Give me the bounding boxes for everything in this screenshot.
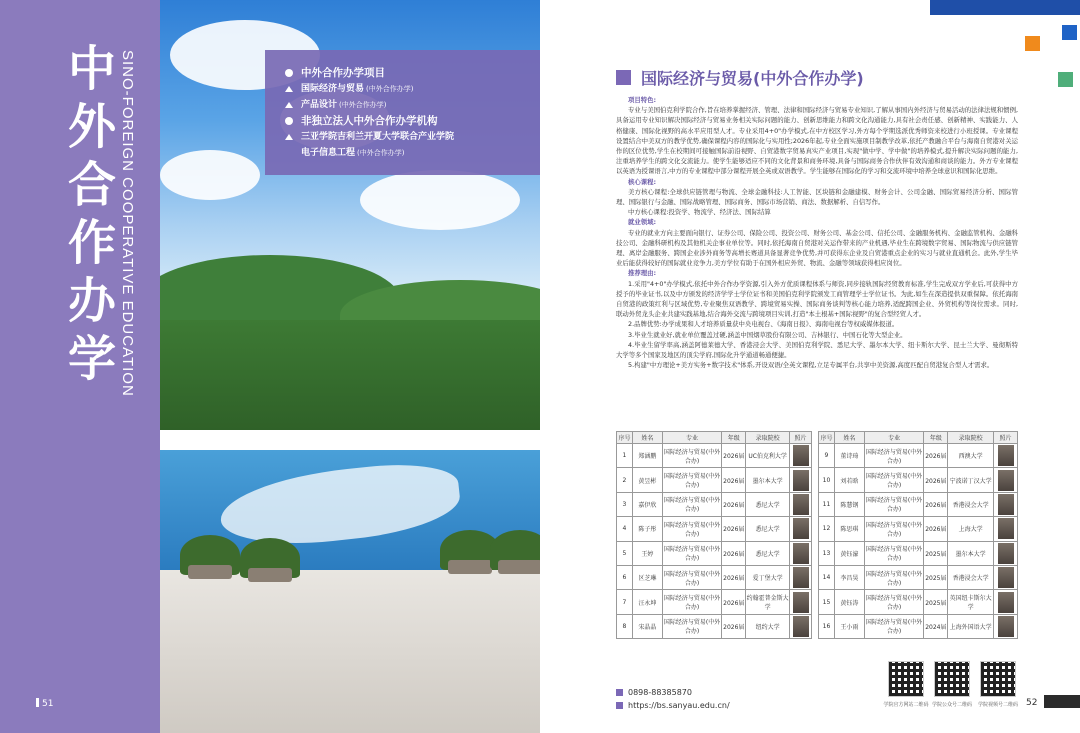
student-photo bbox=[793, 592, 809, 613]
cell-school: 爱丁堡大学 bbox=[746, 565, 790, 589]
program-subitem bbox=[285, 81, 526, 97]
qr-label: 学院公众号二维码 bbox=[931, 702, 972, 708]
heading-features: 项目特色: bbox=[628, 96, 657, 104]
student-photo bbox=[998, 616, 1014, 637]
top-blue-bar bbox=[930, 0, 1080, 15]
website-link[interactable]: https://bs.sanyau.edu.cn/ bbox=[628, 701, 730, 710]
cell-major: 国际经济与贸易(中外合办) bbox=[662, 517, 722, 541]
cell-school: 香港浸会大学 bbox=[948, 492, 994, 516]
student-photo bbox=[793, 616, 809, 637]
cell-major: 国际经济与贸易(中外合办) bbox=[864, 541, 924, 565]
section-title-text: 国际经济与贸易(中外合作办学) bbox=[641, 69, 864, 88]
title-char: 中 bbox=[67, 41, 116, 97]
col-header: 专业 bbox=[662, 432, 722, 444]
col-header: 照片 bbox=[790, 432, 812, 444]
cell-name: 黄昱彬 bbox=[632, 468, 662, 492]
student-photo bbox=[998, 567, 1014, 588]
heading-reasons: 推荐理由: bbox=[628, 269, 657, 278]
section-title bbox=[616, 66, 864, 89]
cell-major: 国际经济与贸易(中外合办) bbox=[864, 614, 924, 638]
student-photo bbox=[998, 543, 1014, 564]
cell-major: 国际经济与贸易(中外合办) bbox=[662, 468, 722, 492]
reason-item: 5.构建"中方理论+美方实务+数字技术"体系,开设双语/全英文课程,立足专属平台,共享中美资源,高度匹配自贸港复合型人才需求。 bbox=[628, 361, 994, 370]
website-line[interactable] bbox=[616, 699, 730, 712]
cell-grade: 2026届 bbox=[924, 492, 948, 516]
photo-flowerpot bbox=[240, 538, 300, 578]
table-row bbox=[819, 565, 1018, 589]
cell-photo bbox=[994, 590, 1018, 614]
cell-photo bbox=[790, 517, 812, 541]
cell-name: 李昌昊 bbox=[834, 565, 864, 589]
cell-school: 西澳大学 bbox=[948, 444, 994, 468]
student-photo bbox=[998, 470, 1014, 491]
title-char: 合 bbox=[67, 157, 116, 213]
phone-marker-icon bbox=[616, 689, 623, 696]
program-list-box bbox=[265, 50, 540, 175]
page-number-right: 52 bbox=[1026, 698, 1038, 708]
cell-no: 15 bbox=[819, 590, 835, 614]
cell-school: 墨尔本大学 bbox=[948, 541, 994, 565]
heading-career: 就业领域: bbox=[628, 218, 657, 227]
cell-no: 9 bbox=[819, 444, 835, 468]
qr-label: 学院视频号二维码 bbox=[977, 702, 1018, 708]
program-subitem bbox=[285, 129, 526, 145]
student-photo bbox=[793, 494, 809, 515]
cell-school: 约翰霍普金斯大学 bbox=[746, 590, 790, 614]
cell-grade: 2026届 bbox=[924, 517, 948, 541]
student-photo bbox=[793, 445, 809, 466]
photo-trees bbox=[160, 320, 540, 430]
cell-name: 陈慧钢 bbox=[834, 492, 864, 516]
page-mark bbox=[36, 698, 39, 707]
cell-major: 国际经济与贸易(中外合办) bbox=[662, 614, 722, 638]
cell-grade: 2026届 bbox=[722, 541, 746, 565]
cell-name: 王小雨 bbox=[834, 614, 864, 638]
student-photo bbox=[793, 470, 809, 491]
col-header: 录取院校 bbox=[948, 432, 994, 444]
table-row bbox=[819, 492, 1018, 516]
cell-school: 上海外国语大学 bbox=[948, 614, 994, 638]
title-block-icon bbox=[616, 70, 631, 85]
table-row bbox=[617, 444, 812, 468]
cell-photo bbox=[790, 444, 812, 468]
table-row bbox=[819, 590, 1018, 614]
title-char: 学 bbox=[67, 331, 116, 387]
cell-school: 悉尼大学 bbox=[746, 492, 790, 516]
cell-no: 2 bbox=[617, 468, 633, 492]
cell-name: 王婷 bbox=[632, 541, 662, 565]
cell-photo bbox=[994, 492, 1018, 516]
program-subitem-label: 产品设计 bbox=[301, 100, 338, 110]
phone-number: 0898-88385870 bbox=[628, 688, 692, 697]
cell-no: 16 bbox=[819, 614, 835, 638]
cell-photo bbox=[790, 492, 812, 516]
cell-name: 郑涵鹏 bbox=[632, 444, 662, 468]
cell-name: 黄钰濠 bbox=[834, 541, 864, 565]
table-row bbox=[617, 565, 812, 589]
cell-photo bbox=[994, 444, 1018, 468]
qr-code-video-account bbox=[980, 661, 1016, 697]
program-item-label: 非独立法人中外合作办学机构 bbox=[301, 115, 438, 127]
student-photo bbox=[793, 543, 809, 564]
cell-no: 6 bbox=[617, 565, 633, 589]
cell-name: 黄钰涛 bbox=[834, 590, 864, 614]
cell-no: 7 bbox=[617, 590, 633, 614]
program-subitem-label: 国际经济与贸易 bbox=[301, 84, 365, 94]
cell-no: 13 bbox=[819, 541, 835, 565]
qr-label: 学院官方网站二维码 bbox=[883, 702, 929, 708]
cell-grade: 2024届 bbox=[924, 614, 948, 638]
phone-line bbox=[616, 686, 730, 699]
cell-grade: 2026届 bbox=[722, 468, 746, 492]
bullet-triangle bbox=[285, 86, 293, 92]
cell-grade: 2026届 bbox=[722, 444, 746, 468]
table-row bbox=[819, 517, 1018, 541]
cell-school: 悉尼大学 bbox=[746, 541, 790, 565]
cell-name: 陈子彤 bbox=[632, 517, 662, 541]
cell-major: 国际经济与贸易(中外合办) bbox=[864, 444, 924, 468]
reason-item: 4.毕业生留学率高,涵盖阿德莱德大学、香港浸会大学、美国伯克利学院、悉尼大学、墨尔本大学、纽卡斯尔大学、昆士兰大学、曼彻斯特大学等多个国家及地区的顶尖学府,国际化升学通道畅通便捷。 bbox=[616, 340, 1018, 360]
reason-item: 2.品牌优势:办学成果和人才培养质量获中央电视台、《海南日报》、海南电视台等权威媒体报道。 bbox=[628, 320, 899, 329]
cell-major: 国际经济与贸易(中外合办) bbox=[864, 468, 924, 492]
col-header: 序号 bbox=[819, 432, 835, 444]
cell-grade: 2025届 bbox=[924, 590, 948, 614]
admission-table-right bbox=[818, 431, 1018, 639]
cell-photo bbox=[790, 614, 812, 638]
cell-major: 国际经济与贸易(中外合办) bbox=[662, 565, 722, 589]
core-courses-cn: 中方核心课程:投资学、物流学、经济法、国际结算 bbox=[628, 208, 771, 217]
cell-photo bbox=[790, 541, 812, 565]
cell-no: 11 bbox=[819, 492, 835, 516]
cell-no: 10 bbox=[819, 468, 835, 492]
heading-core-courses: 核心课程: bbox=[628, 177, 657, 186]
col-header: 姓名 bbox=[632, 432, 662, 444]
cell-name: 宋晶晶 bbox=[632, 614, 662, 638]
cell-major: 国际经济与贸易(中外合办) bbox=[864, 590, 924, 614]
col-header: 录取院校 bbox=[746, 432, 790, 444]
cell-no: 1 bbox=[617, 444, 633, 468]
cell-major: 国际经济与贸易(中外合办) bbox=[662, 590, 722, 614]
photo-cloud bbox=[160, 150, 260, 200]
cell-grade: 2026届 bbox=[722, 565, 746, 589]
cell-school: 宁波诺丁汉大学 bbox=[948, 468, 994, 492]
features-paragraph: 专业与美国伯克利学院合作,旨在培养掌握经济、管理、法律和国际经济与贸易专业知识,了解从事国内外经济与贸易活动的法律法规和惯例,具备运用专业知识解决国际经济与贸易业务相关实际问题的能力、创新思维能力和跨文化沟通能力,具有社会责任感、创新精神、实践能力、人格健康、国际化视野的高水平应用型人才。专业采用4+0"办学模式,在中方校区学习,外方每个学期选派优秀师资来校进行小班授课。专业课程设置结合中美双方的教学优势,确保课程内容的国际化与实用性;2026年起,专业全面实施项目制教学改革,依托产教融合平台与海南自贸港对关运作的区位优势,学生在校期间可接触国际前沿视野、自贸港数字贸易真实产业项目,实现"做中学、学中做"的培养模式,提升解决实际问题的能力,注重培养学生的跨文化交流能力。使学生能够适应不同的文化背景和商务环境,具备与国际商务合作伙伴有效沟通和商谈的能力。外方专业课程以英语为授课语言,中方的专业课程中部分课程开展全英或双语教学。学生能够在国际化的学习和交流环境中培养全球意识和国际化思维。 bbox=[616, 106, 1018, 176]
cell-grade: 2025届 bbox=[924, 565, 948, 589]
photo-plaza bbox=[160, 570, 540, 733]
reason-item: 1.采用"4+0"办学模式,依托中外合作办学资源,引入外方优质课程体系与师资,同步接轨国际经贸教育标准,学生完成双方学业后,可获得中方授予的毕业证书,以及中方颁发的经济学学士学位证书和美国伯克利学院颁发工商管理学士学位证书。为此,如生在深造提供双重保障。依托海南自贸港的政策红利与区域优势,专业聚焦双语教学、跨境贸易实操、国际商务谈判等核心能力培养,适配跨国企业、外贸机构等岗位需求。同时,联动外贸龙头企业共建实践基地,结合海外交流与跨境项目实训,打造"本土根基+国际视野"的复合型经贸人才。 bbox=[616, 279, 1018, 319]
english-title-vertical: SINO-FOREIGN COOPERATIVE EDUCATION bbox=[119, 50, 136, 397]
photo-flowerpot bbox=[180, 535, 240, 575]
program-item bbox=[285, 65, 526, 81]
qr-code-official-account bbox=[934, 661, 970, 697]
cell-grade: 2026届 bbox=[722, 590, 746, 614]
program-description bbox=[616, 95, 1018, 370]
cell-grade: 2026届 bbox=[722, 492, 746, 516]
cell-major: 国际经济与贸易(中外合办) bbox=[864, 517, 924, 541]
cell-name: 陈思琪 bbox=[834, 517, 864, 541]
program-subitem-label: 电子信息工程 bbox=[301, 148, 356, 158]
program-tag: (中外合作办学) bbox=[357, 149, 405, 157]
program-item bbox=[285, 113, 526, 129]
title-char: 作 bbox=[67, 215, 116, 271]
cell-no: 4 bbox=[617, 517, 633, 541]
decor-square-orange bbox=[1025, 36, 1040, 51]
table-row bbox=[617, 541, 812, 565]
reason-item: 3.毕业生就业好,就业单位覆盖过硬,涵盖中国烟草股份有限公司、吉林银行、中国石化等大型企业。 bbox=[628, 330, 907, 339]
cell-photo bbox=[790, 468, 812, 492]
cell-name: 嘉伊欣 bbox=[632, 492, 662, 516]
right-edge-strip bbox=[1044, 695, 1080, 708]
table-row bbox=[617, 590, 812, 614]
student-photo bbox=[998, 445, 1014, 466]
career-paragraph: 专业的就业方向主要面向银行、证券公司、保险公司、投资公司、财务公司、基金公司、信托公司、金融服务机构、金融监管机构、金融科技公司、金融科研机构及其他机关企事业单位等。同时,依托海南自贸港对关运作带来的产业机遇,毕业生在跨境数字贸易、国际物流与供应链管理、离岸金融服务、跨国企业涉外商务等高增长赛道具备显著竞争优势,并可获得东企业及自贸港重点企业的实习与就业直通机会。此外,学生毕业后能获得较好的国际就业竞争力,美方学位有助于在国外相应外贸、物流、金融等领域获得相应岗位。 bbox=[616, 228, 1018, 268]
program-item-label: 中外合作办学项目 bbox=[301, 67, 385, 79]
cell-no: 12 bbox=[819, 517, 835, 541]
bullet-triangle bbox=[285, 102, 293, 108]
cell-photo bbox=[994, 517, 1018, 541]
cell-no: 14 bbox=[819, 565, 835, 589]
cell-photo bbox=[994, 541, 1018, 565]
program-subitem bbox=[285, 97, 526, 113]
student-photo bbox=[793, 518, 809, 539]
cell-name: 董诗琦 bbox=[834, 444, 864, 468]
page-number-text: 51 bbox=[42, 699, 54, 709]
table-row bbox=[819, 444, 1018, 468]
table-row bbox=[819, 541, 1018, 565]
link-marker-icon bbox=[616, 702, 623, 709]
cell-photo bbox=[790, 590, 812, 614]
table-row bbox=[819, 614, 1018, 638]
admission-table-left bbox=[616, 431, 812, 639]
cell-photo bbox=[790, 565, 812, 589]
col-header: 年级 bbox=[722, 432, 746, 444]
cell-name: 区芝琳 bbox=[632, 565, 662, 589]
cell-major: 国际经济与贸易(中外合办) bbox=[662, 541, 722, 565]
bullet-dot bbox=[285, 69, 293, 77]
program-subitem bbox=[285, 145, 526, 161]
program-subitem-label: 三亚学院吉利兰开夏大学联合产业学院 bbox=[301, 132, 455, 142]
table-row bbox=[617, 492, 812, 516]
cell-major: 国际经济与贸易(中外合办) bbox=[662, 444, 722, 468]
bullet-triangle bbox=[285, 134, 293, 140]
decor-square-blue bbox=[1062, 25, 1077, 40]
bullet-dot bbox=[285, 117, 293, 125]
student-photo bbox=[998, 518, 1014, 539]
cell-name: 汪永坤 bbox=[632, 590, 662, 614]
cell-school: 英国纽卡斯尔大学 bbox=[948, 590, 994, 614]
table-row bbox=[617, 517, 812, 541]
program-tag: (中外合作办学) bbox=[339, 101, 387, 109]
cell-no: 5 bbox=[617, 541, 633, 565]
col-header: 姓名 bbox=[834, 432, 864, 444]
table-row bbox=[617, 468, 812, 492]
title-char: 办 bbox=[67, 273, 116, 329]
cell-school: 香港浸会大学 bbox=[948, 565, 994, 589]
decor-square-green bbox=[1058, 72, 1073, 87]
cell-grade: 2026届 bbox=[924, 468, 948, 492]
cell-photo bbox=[994, 614, 1018, 638]
photo-flowerpot bbox=[490, 530, 540, 570]
cell-school: 悉尼大学 bbox=[746, 517, 790, 541]
cell-major: 国际经济与贸易(中外合办) bbox=[864, 492, 924, 516]
photo-cloud bbox=[360, 170, 520, 230]
student-photo bbox=[793, 567, 809, 588]
qr-code-website bbox=[888, 661, 924, 697]
cell-grade: 2025届 bbox=[924, 541, 948, 565]
core-courses-us: 美方核心课程:全球供应链管理与物流、全球金融科技:人工智能、区块链和金融建模、财务会计、公司金融、国际贸易经济分析、国际管理、国际银行与金融、国际战略管理、国际商务、国际市场营销、商法、数据解析、自信写作。 bbox=[616, 187, 1018, 207]
cell-photo bbox=[994, 565, 1018, 589]
cell-no: 8 bbox=[617, 614, 633, 638]
cell-school: UC伯克利大学 bbox=[746, 444, 790, 468]
col-header: 年级 bbox=[924, 432, 948, 444]
page-number-left bbox=[36, 698, 53, 709]
table-row bbox=[617, 614, 812, 638]
cell-name: 刘若晗 bbox=[834, 468, 864, 492]
cell-grade: 2026届 bbox=[722, 517, 746, 541]
cell-grade: 2026届 bbox=[722, 614, 746, 638]
contact-info bbox=[616, 686, 730, 712]
cell-no: 3 bbox=[617, 492, 633, 516]
table-header-row bbox=[819, 432, 1018, 444]
cell-school: 上海大学 bbox=[948, 517, 994, 541]
student-photo bbox=[998, 592, 1014, 613]
student-photo bbox=[998, 494, 1014, 515]
cell-major: 国际经济与贸易(中外合办) bbox=[662, 492, 722, 516]
table-header-row bbox=[617, 432, 812, 444]
title-char: 外 bbox=[67, 99, 116, 155]
cell-photo bbox=[994, 468, 1018, 492]
table-row bbox=[819, 468, 1018, 492]
program-tag: (中外合作办学) bbox=[366, 85, 414, 93]
cell-school: 纽约大学 bbox=[746, 614, 790, 638]
cell-school: 墨尔本大学 bbox=[746, 468, 790, 492]
col-header: 专业 bbox=[864, 432, 924, 444]
cell-grade: 2026届 bbox=[924, 444, 948, 468]
col-header: 照片 bbox=[994, 432, 1018, 444]
cell-major: 国际经济与贸易(中外合办) bbox=[864, 565, 924, 589]
col-header: 序号 bbox=[617, 432, 633, 444]
